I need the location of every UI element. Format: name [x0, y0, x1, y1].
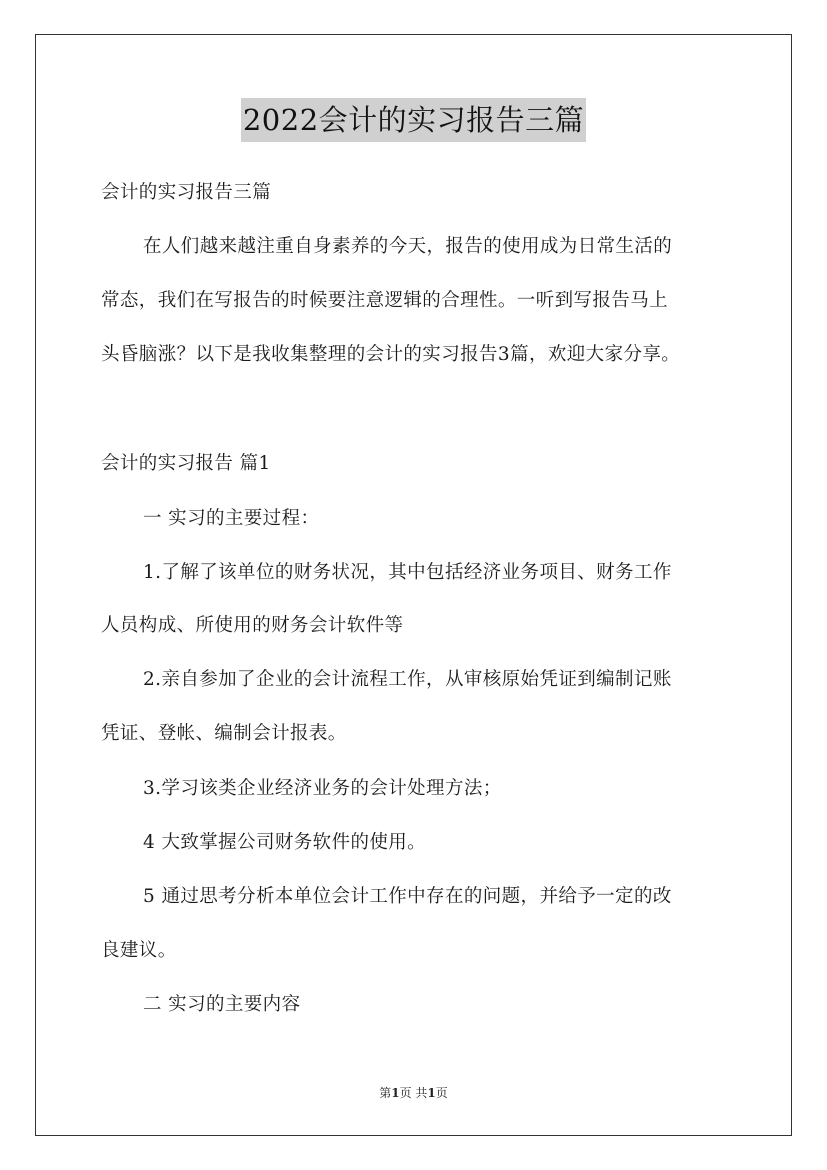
paragraph-line: 3.学习该类企业经济业务的会计处理方法；: [143, 778, 502, 799]
paragraph-line: 1.了解了该单位的财务状况，其中包括经济业务项目、财务工作: [143, 562, 672, 583]
paragraph-line: 人员构成、所使用的财务会计软件等: [101, 615, 404, 636]
document-title-wrap: [0, 98, 827, 142]
paragraph-line: 良建议。: [101, 940, 177, 961]
paragraph-line: 会计的实习报告三篇: [101, 182, 272, 203]
paragraph-line: 头昏脑涨？以下是我收集整理的会计的实习报告3篇，欢迎大家分享。: [101, 344, 681, 365]
paragraph-line: 4 大致掌握公司财务软件的使用。: [143, 832, 427, 853]
footer-prefix: 第: [379, 1086, 392, 1100]
footer-suffix: 页: [435, 1086, 448, 1100]
footer-page-total: 1: [427, 1086, 436, 1100]
paragraph-line: 一 实习的主要过程：: [143, 508, 320, 529]
paragraph-line: 二 实习的主要内容: [143, 994, 301, 1015]
section-heading: 会计的实习报告 篇1: [101, 453, 271, 474]
paragraph-line: 2.亲自参加了企业的会计流程工作，从审核原始凭证到编制记账: [143, 669, 672, 690]
footer-mid: 页 共: [399, 1086, 428, 1100]
paragraph-line: 5 通过思考分析本单位会计工作中存在的问题，并给予一定的改: [143, 886, 672, 907]
paragraph-line: 常态，我们在写报告的时候要注意逻辑的合理性。一听到写报告马上: [101, 290, 669, 311]
document-title: 2022会计的实习报告三篇: [241, 98, 586, 142]
page-footer: [0, 1085, 827, 1101]
paragraph-line: 在人们越来越注重自身素养的今天，报告的使用成为日常生活的: [143, 236, 673, 257]
paragraph-line: 凭证、登帐、编制会计报表。: [101, 723, 347, 744]
footer-page-current: 1: [391, 1086, 400, 1100]
